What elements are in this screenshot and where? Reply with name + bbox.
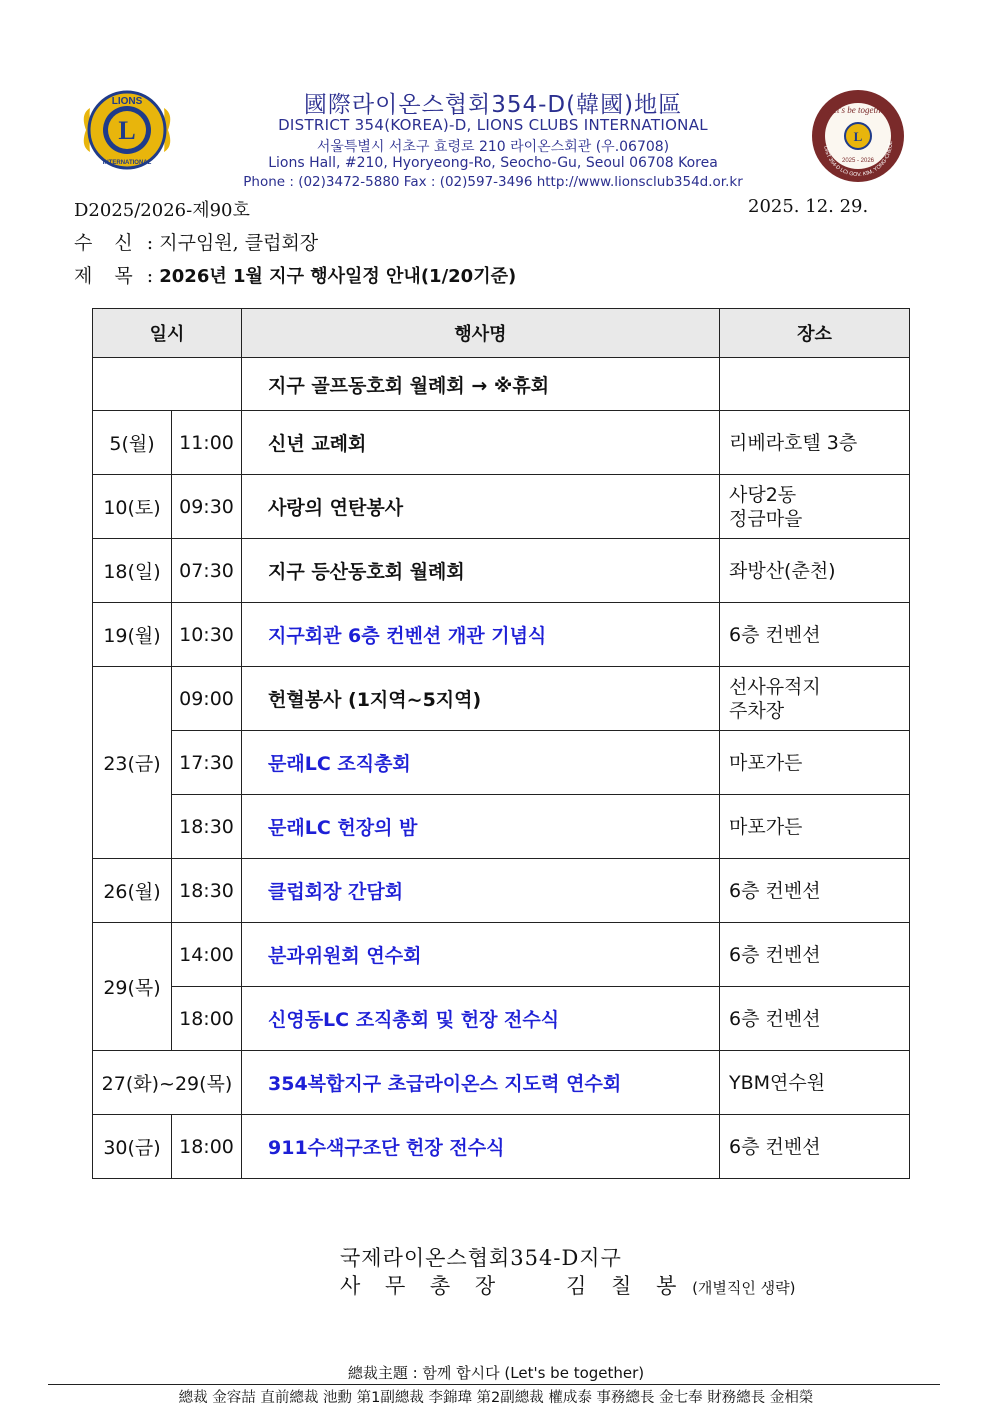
cell-event: 911수색구조단 헌장 전수식 [242, 1115, 720, 1179]
cell-event: 분과위원회 연수회 [242, 923, 720, 987]
cell-date: 30(금) [93, 1115, 172, 1179]
place-line-1: 선사유적지 [729, 675, 821, 698]
footer-divider [48, 1384, 940, 1385]
subject-line [74, 261, 516, 288]
cell-place: 마포가든 [720, 795, 910, 859]
recipient-line [74, 228, 318, 255]
table-header-row [93, 309, 910, 358]
cell-date: 27(화)~29(목) [93, 1051, 242, 1115]
cell-place [720, 358, 910, 411]
cell-event: 사랑의 연탄봉사 [242, 475, 720, 539]
cell-date: 5(월) [93, 411, 172, 475]
table-row [93, 987, 910, 1051]
table-row [93, 731, 910, 795]
table-row [93, 603, 910, 667]
address-korean: 서울특별시 서초구 효령로 210 라이온스회관 (우.06708) [316, 139, 670, 155]
cell-event: 지구 등산동호회 월례회 [242, 539, 720, 603]
table-row [93, 539, 910, 603]
cell-date [93, 358, 242, 411]
table-row [93, 667, 910, 731]
recipient-value: : 지구임원, 클럽회장 [146, 232, 319, 254]
seal-motto: Let's be together [828, 105, 888, 115]
lions-logo [78, 84, 176, 176]
officers-list: 總裁 金容喆 直前總裁 池勳 第1副總裁 李錦瑋 第2副總裁 權成泰 事務總長 金七奉 財務總長 金相榮 [178, 1390, 814, 1406]
table-row [93, 1115, 910, 1179]
cell-place: 마포가든 [720, 731, 910, 795]
cell-event: 헌혈봉사 (1지역~5지역) [242, 667, 720, 731]
signature-note: (개별직인 생략) [692, 1279, 796, 1297]
cell-date: 26(월) [93, 859, 172, 923]
signature-org: 국제라이온스협회354-D지구 [340, 1246, 622, 1270]
cell-place: 좌방산(춘천) [720, 539, 910, 603]
table-row [93, 923, 910, 987]
table-row [93, 795, 910, 859]
org-english-name: DISTRICT 354(KOREA)-D, LIONS CLUBS INTERNATIONAL [278, 116, 708, 134]
table-row [93, 475, 910, 539]
cell-time: 18:00 [172, 987, 242, 1051]
cell-date: 10(토) [93, 475, 172, 539]
cell-time: 18:00 [172, 1115, 242, 1179]
document-date: 2025. 12. 29. [748, 196, 869, 217]
cell-place: 6층 컨벤션 [720, 603, 910, 667]
governor-seal [810, 88, 906, 184]
cell-time: 18:30 [172, 795, 242, 859]
table-row [93, 859, 910, 923]
table-row [93, 411, 910, 475]
cell-time: 18:30 [172, 859, 242, 923]
address-english: Lions Hall, #210, Hyoryeong-Ro, Seocho-Gu, Seoul 06708 Korea [268, 155, 718, 171]
cell-date: 18(일) [93, 539, 172, 603]
cell-time: 09:30 [172, 475, 242, 539]
seal-ring-text: DIST 354-D LCI GOV. KIM, YONG-CHEOL [822, 141, 895, 179]
place-line-2: 주차장 [729, 699, 785, 722]
logo-letter: L [118, 116, 136, 145]
governor-motto: 總裁主題 : 함께 합시다 (Let's be together) [347, 1364, 645, 1382]
place-line-1: 사당2동 [729, 483, 797, 506]
cell-time: 11:00 [172, 411, 242, 475]
seal-years: 2025 - 2026 [841, 158, 875, 164]
cell-event: 문래LC 헌장의 밤 [242, 795, 720, 859]
recipient-label: 수 신 [74, 232, 141, 254]
org-title: 國際라이온스협회354-D(韓國)地區 [303, 92, 683, 118]
event-schedule-table [92, 308, 910, 1179]
table-row [93, 1051, 910, 1115]
cell-event: 신영동LC 조직총회 및 헌장 전수식 [242, 987, 720, 1051]
seal-letter: L [853, 129, 863, 144]
cell-date: 23(금) [93, 667, 172, 859]
cell-date: 19(월) [93, 603, 172, 667]
header-place: 장소 [720, 309, 910, 358]
cell-event: 354복합지구 초급라이온스 지도력 연수회 [242, 1051, 720, 1115]
cell-event: 지구회관 6층 컨벤션 개관 기념식 [242, 603, 720, 667]
cell-place: 리베라호텔 3층 [720, 411, 910, 475]
cell-time: 10:30 [172, 603, 242, 667]
cell-time: 14:00 [172, 923, 242, 987]
logo-top-text: LIONS [111, 96, 143, 107]
signature-name: 김 칠 봉 [566, 1274, 686, 1298]
header-event: 행사명 [242, 309, 720, 358]
cell-place: 6층 컨벤션 [720, 923, 910, 987]
cell-time: 09:00 [172, 667, 242, 731]
signature-title: 사 무 총 장 [340, 1274, 505, 1298]
cell-date: 29(목) [93, 923, 172, 1051]
signature-line [340, 1270, 796, 1300]
subject-value: 2026년 1월 지구 행사일정 안내(1/20기준) [159, 266, 517, 287]
cell-event: 지구 골프동호회 월례회 → ※휴회 [242, 358, 720, 411]
subject-separator: : [146, 265, 154, 287]
cell-time: 17:30 [172, 731, 242, 795]
contact-line: Phone : (02)3472-5880 Fax : (02)597-3496 http://www.lionsclub354d.or.kr [243, 174, 743, 190]
cell-event: 클럽회장 간담회 [242, 859, 720, 923]
subject-label: 제 목 [74, 265, 141, 287]
table-row [93, 358, 910, 411]
document-number: D2025/2026-제90호 [74, 200, 250, 221]
cell-event: 신년 교례회 [242, 411, 720, 475]
cell-event: 문래LC 조직총회 [242, 731, 720, 795]
header-date: 일시 [93, 309, 242, 358]
logo-bottom-text: INTERNATIONAL [102, 160, 152, 166]
cell-place: YBM연수원 [720, 1051, 910, 1115]
cell-place: 6층 컨벤션 [720, 987, 910, 1051]
place-line-2: 정금마을 [729, 507, 803, 530]
cell-place [720, 667, 910, 731]
cell-time: 07:30 [172, 539, 242, 603]
cell-place [720, 475, 910, 539]
cell-place: 6층 컨벤션 [720, 859, 910, 923]
cell-place: 6층 컨벤션 [720, 1115, 910, 1179]
